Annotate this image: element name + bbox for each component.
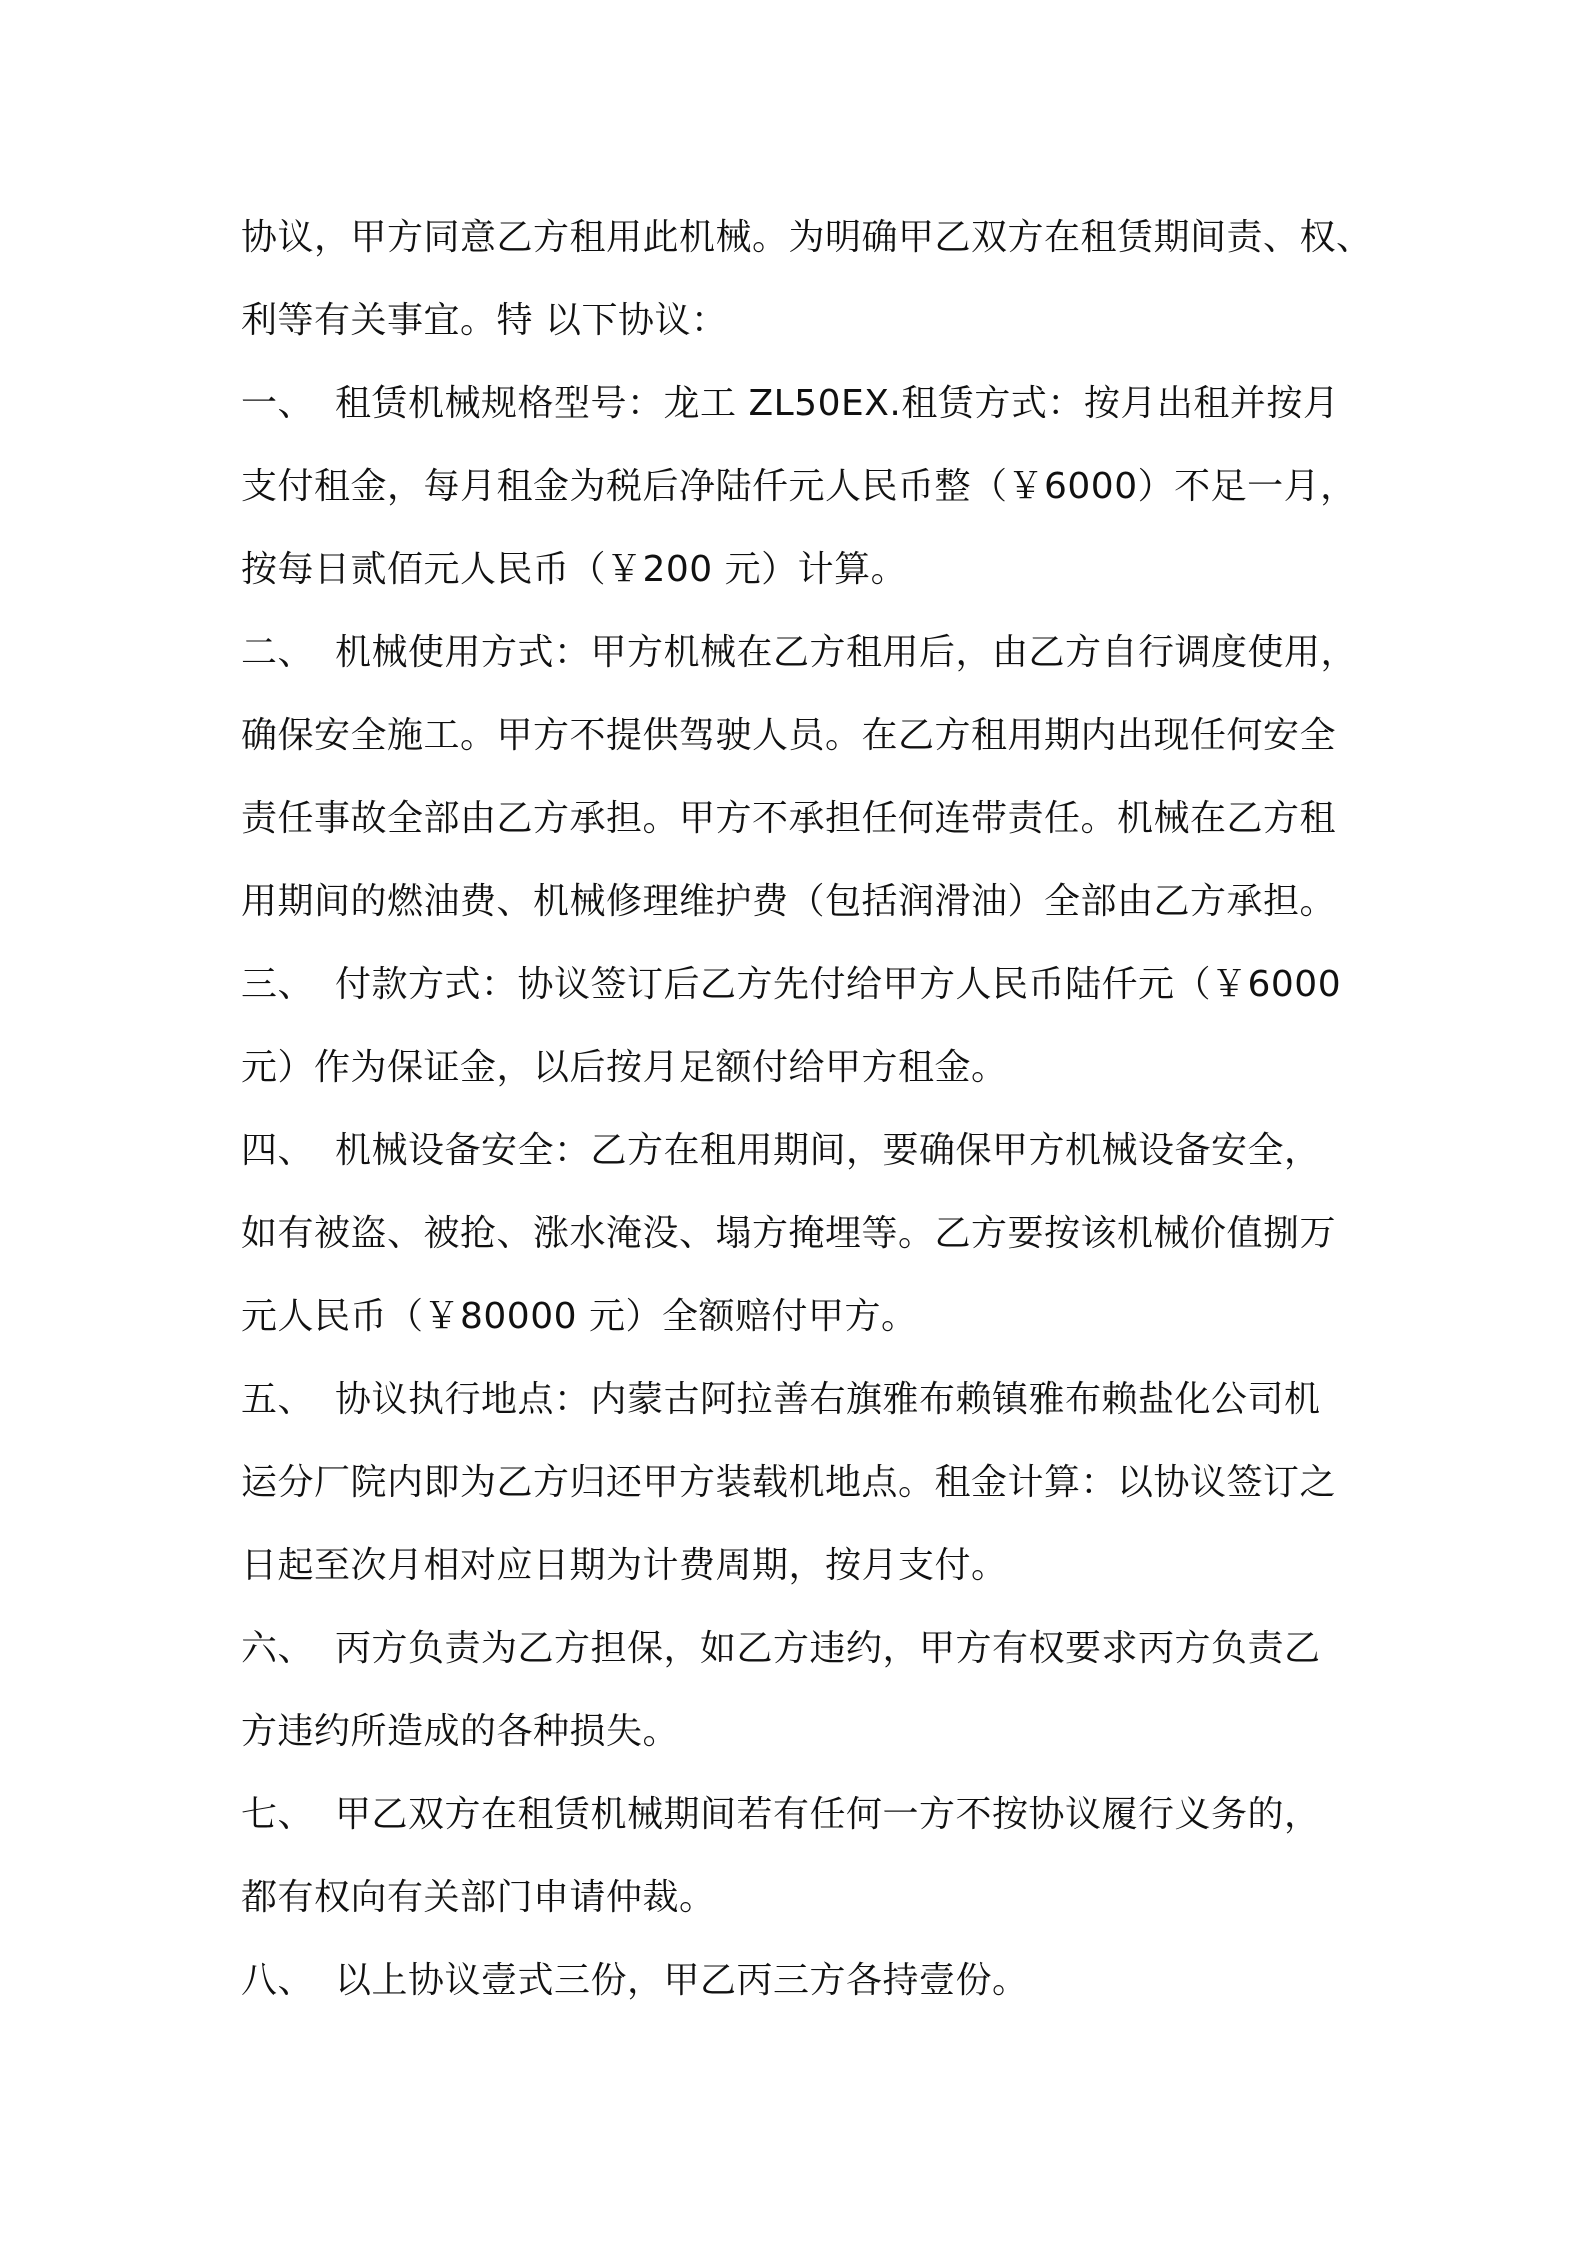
clause-8-line-1 <box>241 1939 1381 2022</box>
clause-1-line-3: 按每日贰佰元人民币（￥200 元）计算。 <box>241 549 908 590</box>
intro-line-1: 协议，甲方同意乙方租用此机械。为明确甲乙双方在租赁期间责、权、 <box>241 217 1373 258</box>
clause-7-line-1 <box>241 1773 1381 1856</box>
clause-6-line-1 <box>241 1607 1381 1690</box>
clause-4-text-1: 机械设备安全：乙方在租用期间，要确保甲方机械设备安全， <box>335 1130 1321 1171</box>
clause-2-line-4: 用期间的燃油费、机械修理维护费（包括润滑油）全部由乙方承担。 <box>241 881 1337 922</box>
clause-5-text-1: 协议执行地点：内蒙古阿拉善右旗雅布赖镇雅布赖盐化公司机 <box>335 1379 1321 1420</box>
clause-5-line-2: 运分厂院内即为乙方归还甲方装载机地点。租金计算：以协议签订之 <box>241 1462 1337 1503</box>
clause-5-number: 五、 <box>241 1379 315 1420</box>
clause-6-number: 六、 <box>241 1628 315 1669</box>
clause-3-number: 三、 <box>241 964 315 1005</box>
clause-4-line-1 <box>241 1109 1381 1192</box>
clause-1-line-1 <box>241 362 1381 445</box>
clause-8-number: 八、 <box>241 1960 315 2001</box>
document-body <box>241 196 1381 2022</box>
clause-5-line-3: 日起至次月相对应日期为计费周期，按月支付。 <box>241 1545 1008 1586</box>
clause-8-text-1: 以上协议壹式三份，甲乙丙三方各持壹份。 <box>335 1960 1029 2001</box>
clause-6-line-2: 方违约所造成的各种损失。 <box>241 1711 680 1752</box>
clause-1-number: 一、 <box>241 383 315 424</box>
clause-7-text-1: 甲乙双方在租赁机械期间若有任何一方不按协议履行义务的， <box>335 1794 1321 1835</box>
clause-5-line-1 <box>241 1358 1381 1441</box>
clause-7-number: 七、 <box>241 1794 315 1835</box>
clause-2-text-1: 机械使用方式：甲方机械在乙方租用后，由乙方自行调度使用， <box>335 632 1358 673</box>
clause-3-text-1: 付款方式：协议签订后乙方先付给甲方人民币陆仟元（￥6000 <box>335 964 1342 1005</box>
clause-1-line-2: 支付租金，每月租金为税后净陆仟元人民币整（￥6000）不足一月， <box>241 466 1357 507</box>
clause-4-number: 四、 <box>241 1130 315 1171</box>
clause-2-line-3: 责任事故全部由乙方承担。甲方不承担任何连带责任。机械在乙方租 <box>241 798 1337 839</box>
clause-1-text-1: 租赁机械规格型号：龙工 ZL50EX.租赁方式：按月出租并按月 <box>335 383 1340 424</box>
clause-4-line-3: 元人民币（￥80000 元）全额赔付甲方。 <box>241 1296 918 1337</box>
clause-2-line-2: 确保安全施工。甲方不提供驾驶人员。在乙方租用期内出现任何安全 <box>241 715 1337 756</box>
clause-6-text-1: 丙方负责为乙方担保，如乙方违约，甲方有权要求丙方负责乙 <box>335 1628 1321 1669</box>
intro-line-2: 利等有关事宜。特 以下协议： <box>241 300 728 341</box>
clause-7-line-2: 都有权向有关部门申请仲裁。 <box>241 1877 716 1918</box>
clause-2-number: 二、 <box>241 632 315 673</box>
clause-2-line-1 <box>241 611 1381 694</box>
clause-3-line-2: 元）作为保证金，以后按月足额付给甲方租金。 <box>241 1047 1008 1088</box>
clause-4-line-2: 如有被盗、被抢、涨水淹没、塌方掩埋等。乙方要按该机械价值捌万 <box>241 1213 1337 1254</box>
clause-3-line-1 <box>241 943 1381 1026</box>
